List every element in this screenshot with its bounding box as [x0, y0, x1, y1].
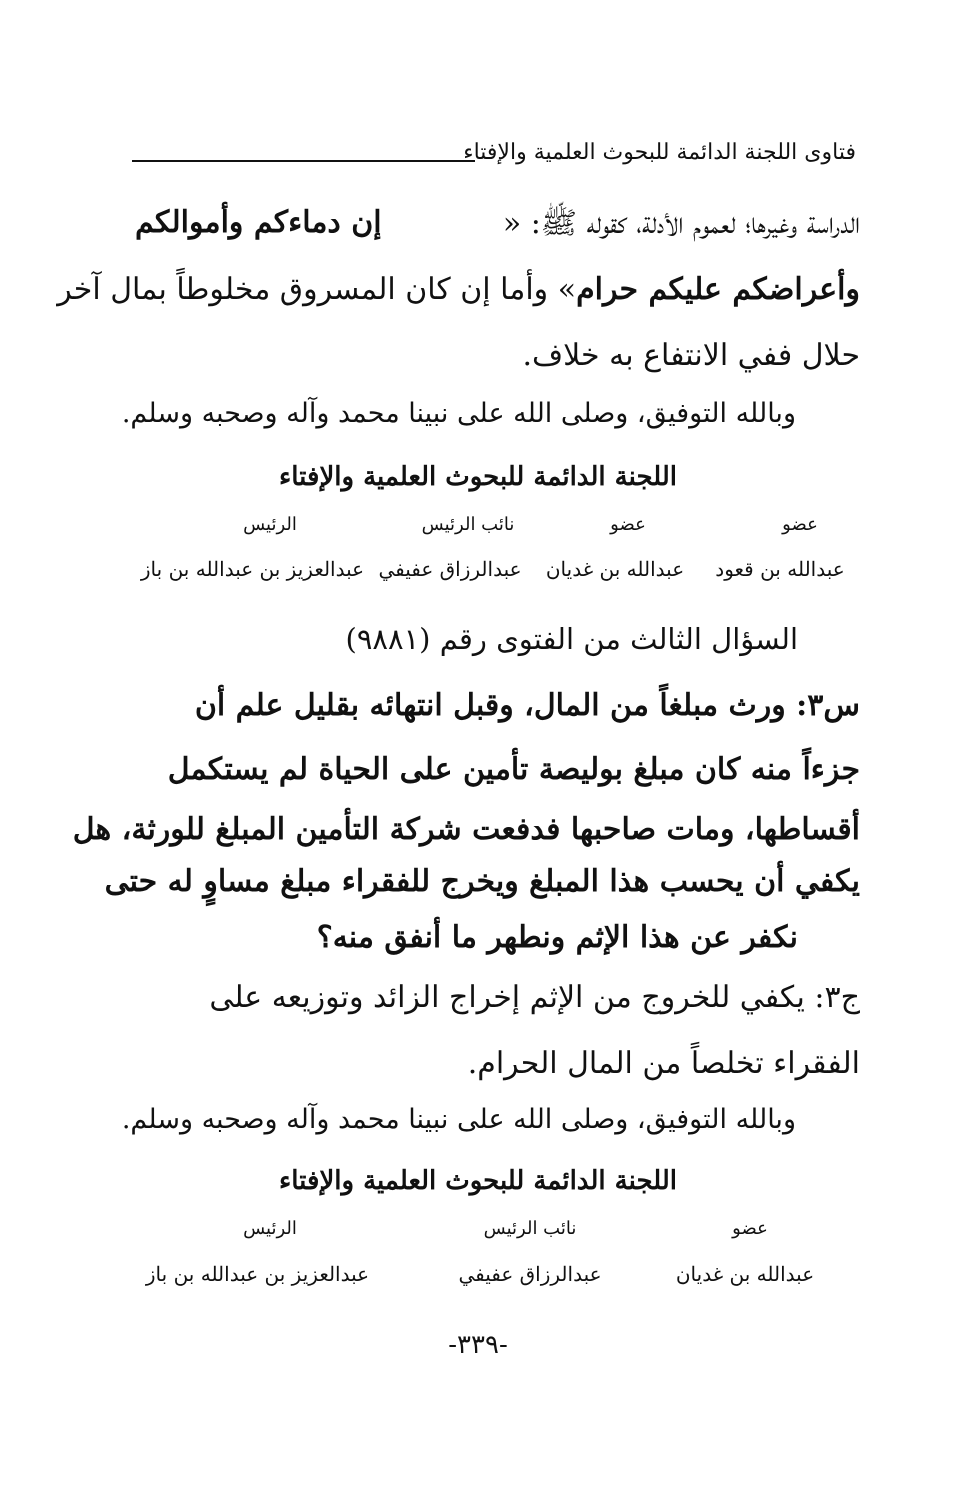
member-name: عبدالرزاق عفيفي	[378, 557, 522, 581]
member-name: عبدالعزيز بن عبدالله بن باز	[145, 1262, 370, 1286]
member-role: عضو	[610, 514, 646, 535]
member-name: عبدالرزاق عفيفي	[458, 1262, 602, 1286]
question-line: نكفر عن هذا الإثم ونطهر ما أنفق منه؟	[316, 920, 798, 955]
committee-title: اللجنة الدائمة للبحوث العلمية والإفتاء	[279, 462, 677, 492]
member-name: عبدالله بن قعود	[715, 557, 845, 581]
question-text: يكفي أن يحسب هذا المبلغ ويخرج للفقراء مبلغ مساوٍ له حتى	[104, 864, 860, 899]
question-line	[135, 688, 860, 723]
member-name: عبدالعزيز بن عبدالله بن باز	[140, 557, 365, 581]
question-text: أقساطها، ومات صاحبها فدفعت شركة التأمين المبلغ للورثة، هل	[72, 812, 860, 847]
member-name: عبدالله بن غديان	[545, 557, 685, 581]
question-heading: السؤال الثالث من الفتوى رقم (٩٨٨١)	[345, 622, 798, 656]
text-run: الدراسة وغيرها؛ لعموم الأدلة، كقوله ﷺ: «	[502, 206, 860, 241]
hadith-quote: إن دماءكم وأموالكم	[135, 205, 382, 240]
question-text: جزءاً منه كان مبلغ بوليصة تأمين على الحياة لم يستكمل	[167, 752, 860, 787]
header-rule	[132, 160, 475, 162]
question-line	[104, 864, 860, 899]
closing-line: وبالله التوفيق، وصلى الله على نبينا محمد وآله وصحبه وسلم.	[121, 398, 796, 429]
paragraph-line	[57, 272, 860, 307]
member-role: نائب الرئيس	[421, 514, 515, 535]
closing-line: وبالله التوفيق، وصلى الله على نبينا محمد وآله وصحبه وسلم.	[121, 1104, 796, 1135]
member-role: الرئيس	[243, 514, 297, 535]
answer-text: ج٣: يكفي للخروج من الإثم إخراج الزائد وتوزيعه على	[209, 980, 860, 1015]
running-head: فتاوى اللجنة الدائمة للبحوث العلمية والإفتاء	[463, 140, 856, 165]
member-role: عضو	[732, 1218, 768, 1239]
paragraph-line	[135, 205, 860, 248]
hadith-quote: وأعراضكم عليكم حرام	[576, 272, 860, 307]
answer-line: الفقراء تخلصاً من المال الحرام.	[467, 1046, 860, 1081]
paragraph-line: حلال ففي الانتفاع به خلاف.	[522, 338, 860, 373]
member-role: عضو	[782, 514, 818, 535]
question-text: س٣: ورث مبلغاً من المال، وقبل انتهائه بقليل علم أن	[194, 688, 860, 723]
member-name: عبدالله بن غديان	[675, 1262, 815, 1286]
member-role: نائب الرئيس	[483, 1218, 577, 1239]
question-line	[72, 812, 860, 847]
member-role: الرئيس	[243, 1218, 297, 1239]
question-line	[135, 752, 860, 787]
committee-title: اللجنة الدائمة للبحوث العلمية والإفتاء	[279, 1166, 677, 1196]
text-run: » وأما إن كان المسروق مخلوطاً بمال آخر	[57, 272, 577, 307]
answer-line	[135, 980, 860, 1015]
page-number: -٣٣٩-	[448, 1330, 508, 1360]
